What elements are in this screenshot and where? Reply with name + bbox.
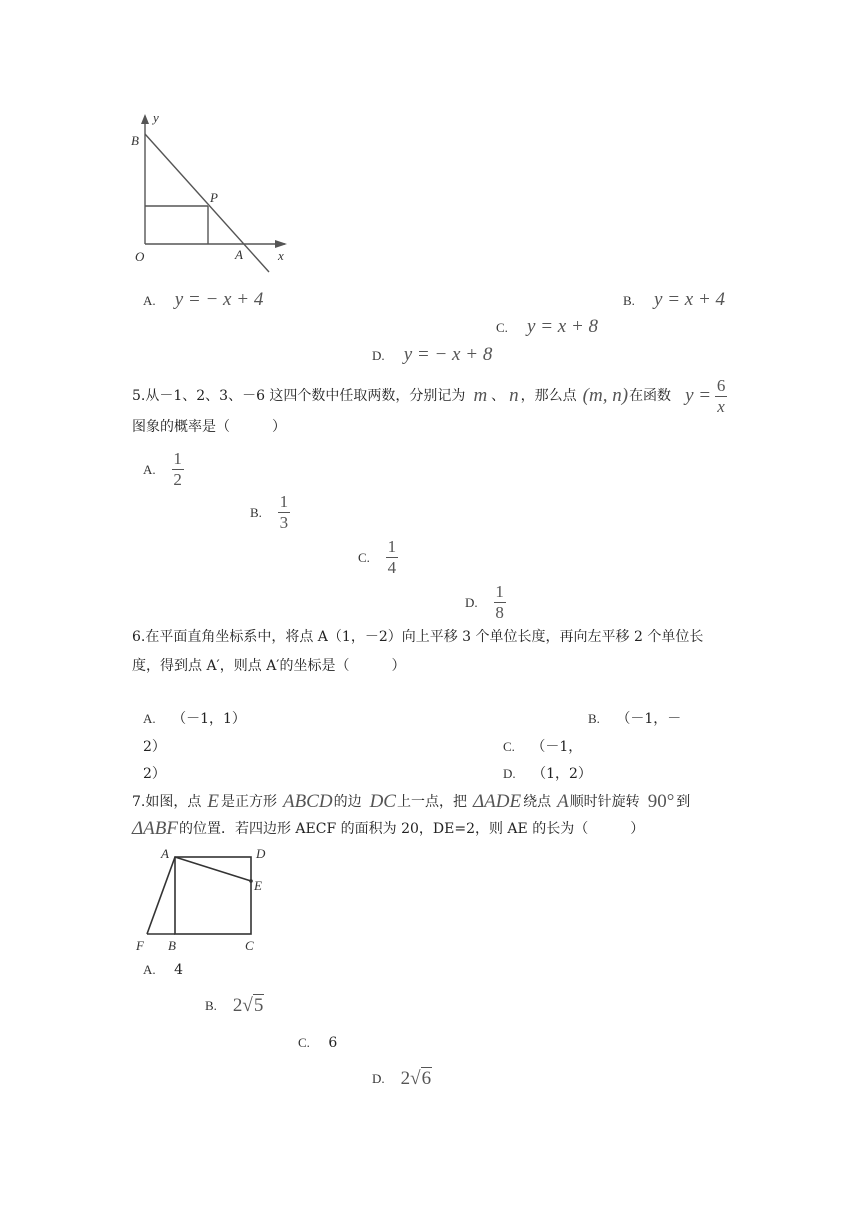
option-sqrt: 2√5 (232, 995, 264, 1016)
option-label: C. (298, 1035, 310, 1050)
option-label: B. (623, 293, 635, 308)
q7-stem-line1: 7.如图，点 E 是正方形 ABCD 的边 DC 上一点，把 ΔADE 绕点 A 顺时针旋转 90° 到 (132, 791, 691, 812)
option-math: y = − x + 4 (174, 289, 264, 310)
label-f: F (136, 938, 144, 953)
q4-option-d[interactable] (372, 344, 492, 366)
label-b: B (168, 938, 176, 953)
q7-angle: 90° (647, 791, 675, 812)
q7-option-c[interactable] (298, 1033, 337, 1053)
q7-point-e: E (207, 791, 219, 812)
option-label: A. (143, 962, 156, 977)
q5-sep: 、 (491, 388, 506, 404)
option-fraction: $\frac{1}{3}$ (279, 492, 289, 532)
q5-var-m: m (473, 385, 488, 406)
option-label: A. (143, 293, 156, 308)
label-d: D (256, 846, 266, 861)
option-text: 6 (328, 1035, 338, 1051)
option-label: C. (496, 320, 508, 335)
x-axis-arrow (275, 240, 287, 248)
y-axis-arrow (141, 114, 149, 124)
q4-option-a[interactable] (143, 289, 263, 311)
option-math: y = x + 8 (527, 316, 599, 337)
q5-stem-line2: 图象的概率是（ ） (132, 419, 286, 435)
point-b-label: B (131, 133, 139, 148)
segment-af (147, 857, 175, 934)
point-p-label: P (210, 190, 218, 205)
q6-option-d[interactable] (503, 764, 592, 784)
option-fraction: $\frac{1}{2}$ (173, 449, 182, 489)
q7-stem-line2: ΔABF 的位置．若四边形 AECF 的面积为 20，DE=2，则 AE 的长为（ ） (132, 818, 645, 839)
option-text: （－1，－ (616, 711, 682, 727)
option-fraction: $\frac{1}{8}$ (495, 582, 504, 622)
option-text: 4 (174, 962, 184, 978)
option-label: D. (372, 1071, 385, 1086)
q7-side: DC (369, 791, 396, 812)
q7-option-d[interactable] (372, 1068, 432, 1090)
y-label: y (153, 110, 159, 125)
option-label: A. (143, 461, 156, 477)
label-c: C (245, 938, 254, 953)
segment-ae (175, 857, 251, 881)
option-label: D. (372, 348, 385, 363)
q5-text-b: ，那么点 (520, 388, 577, 404)
option-label: B. (250, 504, 262, 520)
q5-fn-y: y = (685, 385, 712, 406)
origin-label: O (135, 249, 145, 264)
fraction-num: 6 (716, 375, 726, 395)
q4-option-c[interactable] (496, 316, 598, 338)
q5-option-a[interactable] (143, 450, 184, 489)
label-e: E (254, 878, 262, 893)
q5-option-d[interactable] (465, 583, 506, 622)
q5-text-c: 在函数 (629, 388, 672, 404)
q4-option-b[interactable] (623, 289, 725, 311)
option-math: y = x + 4 (654, 289, 726, 310)
q5-option-b[interactable] (250, 493, 290, 532)
q5-point: (m, n) (582, 385, 629, 406)
option-fraction: $\frac{1}{4}$ (387, 537, 397, 577)
option-text: （－1，1） (172, 711, 246, 727)
function-line (145, 134, 269, 272)
x-label: x (278, 248, 284, 263)
option-label: C. (358, 549, 370, 565)
q6-stem-line1: 6.在平面直角坐标系中，将点 A（1，－2）向上平移 3 个单位长度，再向左平移 2 个单位长 (132, 629, 704, 645)
q6-option-c-wrap: 2） (143, 766, 166, 782)
label-a: A (161, 846, 169, 861)
q7-point-a: A (557, 791, 569, 812)
point-a-label: A (235, 247, 243, 262)
q4-graph-figure (125, 108, 295, 278)
q5-stem-line1 (132, 375, 727, 416)
option-label: D. (503, 766, 516, 781)
q5-fn-fraction (715, 377, 727, 416)
q7-triangle-abf: ΔABF (132, 818, 178, 839)
q6-option-a[interactable] (143, 709, 246, 729)
q6-option-b-wrap: 2） (143, 739, 166, 755)
q7-option-b[interactable] (205, 995, 264, 1017)
q6-stem-line2: 度，得到点 A′，则点 A′的坐标是（ ） (132, 658, 406, 674)
option-math: y = − x + 8 (403, 344, 493, 365)
q7-square-figure (130, 842, 270, 957)
q6-option-b[interactable] (588, 709, 681, 729)
option-sqrt: 2√6 (400, 1068, 432, 1089)
q5-var-n: n (509, 385, 519, 406)
option-label: A. (143, 711, 156, 726)
option-text: （－1， (531, 739, 583, 755)
q6-option-c[interactable] (503, 737, 582, 757)
option-text: （1，2） (532, 766, 592, 782)
q7-option-a[interactable] (143, 960, 183, 980)
option-label: B. (205, 998, 217, 1013)
q5-text-a: 5.从－1、2、3、－6 这四个数中任取两数，分别记为 (132, 388, 466, 404)
option-label: B. (588, 711, 600, 726)
q5-option-c[interactable] (358, 538, 398, 577)
q7-square: ABCD (282, 791, 333, 812)
q7-triangle-ade: ΔADE (472, 791, 522, 812)
fraction-den: x (717, 396, 725, 416)
option-label: C. (503, 739, 515, 754)
option-label: D. (465, 594, 478, 610)
